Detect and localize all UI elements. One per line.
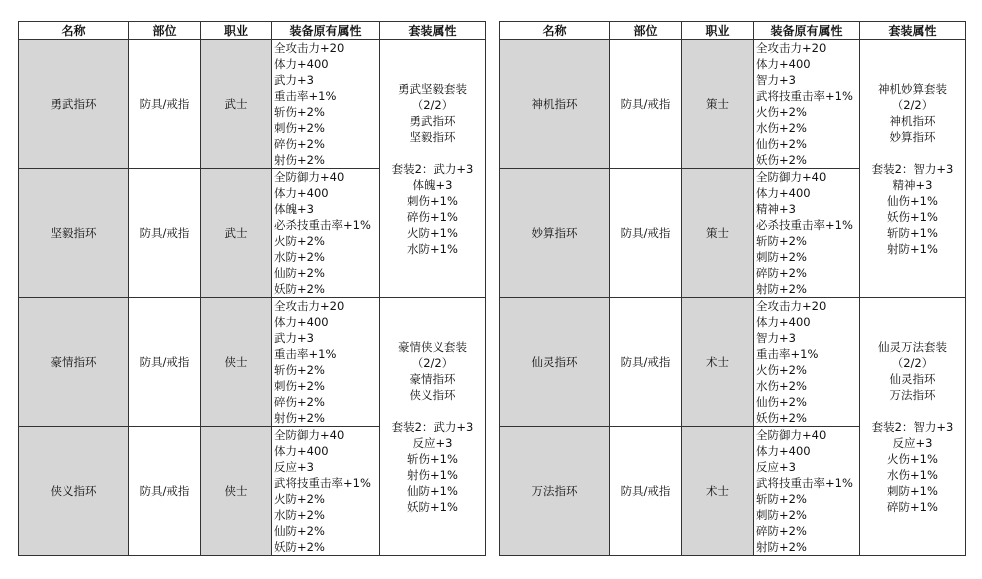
column-header: 职业 bbox=[682, 22, 754, 40]
item-slot: 防具/戒指 bbox=[610, 298, 682, 427]
attribute-line: 妖伤+2% bbox=[756, 411, 807, 425]
item-attributes bbox=[754, 427, 860, 556]
set-line: 碎防+1% bbox=[887, 499, 938, 514]
attribute-line: 体力+400 bbox=[274, 315, 329, 329]
column-header: 套装属性 bbox=[380, 22, 486, 40]
set-line: 套装2：智力+3 bbox=[871, 161, 954, 176]
column-header: 职业 bbox=[201, 22, 272, 40]
set-line: 妖伤+1% bbox=[887, 209, 938, 224]
attribute-line: 体力+400 bbox=[756, 57, 811, 71]
set-line: 勇武坚毅套装 bbox=[398, 81, 467, 96]
attribute-line: 全攻击力+20 bbox=[274, 41, 345, 55]
attribute-line: 全攻击力+20 bbox=[274, 299, 345, 313]
item-class: 策士 bbox=[682, 169, 754, 298]
attribute-line: 体魄+3 bbox=[274, 202, 314, 216]
set-line: 神机指环 bbox=[889, 113, 936, 128]
set-line: 套装2：智力+3 bbox=[871, 419, 954, 434]
attribute-line: 全防御力+40 bbox=[274, 170, 345, 184]
set-line: 精神+3 bbox=[892, 177, 933, 192]
attribute-line: 水伤+2% bbox=[756, 379, 807, 393]
set-line: 套装2：武力+3 bbox=[391, 161, 474, 176]
attribute-line: 反应+3 bbox=[756, 460, 796, 474]
item-name: 妙算指环 bbox=[500, 169, 610, 298]
item-name: 侠义指环 bbox=[19, 427, 129, 556]
attribute-line: 全防御力+40 bbox=[274, 428, 345, 442]
set-line: 斩伤+1% bbox=[407, 451, 458, 466]
set-line bbox=[380, 403, 485, 419]
attribute-line: 斩防+2% bbox=[756, 492, 807, 506]
item-name: 坚毅指环 bbox=[19, 169, 129, 298]
set-line bbox=[860, 403, 965, 419]
item-class: 术士 bbox=[682, 427, 754, 556]
attribute-line: 妖防+2% bbox=[274, 282, 325, 296]
column-header: 装备原有属性 bbox=[272, 22, 380, 40]
item-attributes bbox=[754, 40, 860, 169]
item-class: 侠士 bbox=[201, 427, 272, 556]
item-class: 侠士 bbox=[201, 298, 272, 427]
set-line: 水防+1% bbox=[407, 241, 458, 256]
table-row bbox=[500, 40, 966, 169]
item-slot: 防具/戒指 bbox=[610, 40, 682, 169]
item-slot: 防具/戒指 bbox=[610, 169, 682, 298]
attribute-line: 必杀技重击率+1% bbox=[274, 218, 371, 232]
attribute-line: 体力+400 bbox=[274, 57, 329, 71]
attribute-line: 武将技重击率+1% bbox=[756, 476, 853, 490]
attribute-line: 碎伤+2% bbox=[274, 137, 325, 151]
attribute-line: 全防御力+40 bbox=[756, 428, 827, 442]
set-line: 万法指环 bbox=[889, 387, 936, 402]
attribute-line: 武力+3 bbox=[274, 331, 314, 345]
item-slot: 防具/戒指 bbox=[610, 427, 682, 556]
set-line: 仙防+1% bbox=[407, 483, 458, 498]
left-equipment-table bbox=[18, 21, 486, 556]
attribute-line: 刺伤+2% bbox=[274, 379, 325, 393]
set-line: 豪情侠义套装 bbox=[398, 339, 467, 354]
right-equipment-table bbox=[499, 21, 966, 556]
set-attributes bbox=[380, 298, 486, 556]
set-attributes bbox=[380, 40, 486, 298]
attribute-line: 仙伤+2% bbox=[756, 395, 807, 409]
attribute-line: 火伤+2% bbox=[756, 105, 807, 119]
set-attributes bbox=[860, 298, 966, 556]
attribute-line: 武将技重击率+1% bbox=[756, 89, 853, 103]
set-attributes bbox=[860, 40, 966, 298]
set-line: 套装2：武力+3 bbox=[391, 419, 474, 434]
item-attributes bbox=[272, 40, 380, 169]
item-name: 万法指环 bbox=[500, 427, 610, 556]
attribute-line: 妖防+2% bbox=[274, 540, 325, 554]
attribute-line: 刺伤+2% bbox=[274, 121, 325, 135]
attribute-line: 重击率+1% bbox=[756, 347, 819, 361]
item-name: 神机指环 bbox=[500, 40, 610, 169]
set-line: 坚毅指环 bbox=[409, 129, 456, 144]
attribute-line: 妖伤+2% bbox=[756, 153, 807, 167]
item-slot: 防具/戒指 bbox=[129, 298, 201, 427]
set-line: 斩防+1% bbox=[887, 225, 938, 240]
attribute-line: 射伤+2% bbox=[274, 411, 325, 425]
item-slot: 防具/戒指 bbox=[129, 169, 201, 298]
item-class: 策士 bbox=[682, 40, 754, 169]
attribute-line: 武力+3 bbox=[274, 73, 314, 87]
attribute-line: 水防+2% bbox=[274, 508, 325, 522]
attribute-line: 必杀技重击率+1% bbox=[756, 218, 853, 232]
attribute-line: 体力+400 bbox=[756, 444, 811, 458]
set-line: 碎伤+1% bbox=[407, 209, 458, 224]
item-name: 勇武指环 bbox=[19, 40, 129, 169]
attribute-line: 体力+400 bbox=[756, 186, 811, 200]
attribute-line: 火伤+2% bbox=[756, 363, 807, 377]
attribute-line: 全防御力+40 bbox=[756, 170, 827, 184]
set-line: 妙算指环 bbox=[889, 129, 936, 144]
item-name: 仙灵指环 bbox=[500, 298, 610, 427]
item-attributes bbox=[754, 169, 860, 298]
column-header: 名称 bbox=[19, 22, 129, 40]
attribute-line: 智力+3 bbox=[756, 73, 796, 87]
attribute-line: 全攻击力+20 bbox=[756, 41, 827, 55]
item-class: 武士 bbox=[201, 169, 272, 298]
set-line: 仙灵指环 bbox=[889, 371, 936, 386]
attribute-line: 火防+2% bbox=[274, 234, 325, 248]
attribute-line: 体力+400 bbox=[274, 444, 329, 458]
attribute-line: 碎防+2% bbox=[756, 266, 807, 280]
set-line: （2/2） bbox=[891, 97, 934, 112]
attribute-line: 刺防+2% bbox=[756, 250, 807, 264]
item-class: 术士 bbox=[682, 298, 754, 427]
item-attributes bbox=[272, 298, 380, 427]
set-line: 体魄+3 bbox=[412, 177, 453, 192]
set-line: 神机妙算套装 bbox=[878, 81, 947, 96]
attribute-line: 射防+2% bbox=[756, 282, 807, 296]
table-row bbox=[19, 40, 486, 169]
set-line: 妖防+1% bbox=[407, 499, 458, 514]
table-row bbox=[19, 298, 486, 427]
set-line: 仙灵万法套装 bbox=[878, 339, 947, 354]
column-header: 装备原有属性 bbox=[754, 22, 860, 40]
attribute-line: 刺防+2% bbox=[756, 508, 807, 522]
set-line: 反应+3 bbox=[892, 435, 933, 450]
attribute-line: 重击率+1% bbox=[274, 89, 337, 103]
attribute-line: 精神+3 bbox=[756, 202, 796, 216]
table-row bbox=[500, 298, 966, 427]
set-line: 仙伤+1% bbox=[887, 193, 938, 208]
item-attributes bbox=[272, 169, 380, 298]
attribute-line: 武将技重击率+1% bbox=[274, 476, 371, 490]
set-line: 刺防+1% bbox=[887, 483, 938, 498]
attribute-line: 水防+2% bbox=[274, 250, 325, 264]
item-class: 武士 bbox=[201, 40, 272, 169]
item-attributes bbox=[754, 298, 860, 427]
column-header: 套装属性 bbox=[860, 22, 966, 40]
set-line: 反应+3 bbox=[412, 435, 453, 450]
set-line: 豪情指环 bbox=[409, 371, 456, 386]
attribute-line: 体力+400 bbox=[274, 186, 329, 200]
set-line: 水伤+1% bbox=[887, 467, 938, 482]
attribute-line: 仙防+2% bbox=[274, 524, 325, 538]
attribute-line: 全攻击力+20 bbox=[756, 299, 827, 313]
attribute-line: 斩防+2% bbox=[756, 234, 807, 248]
attribute-line: 斩伤+2% bbox=[274, 363, 325, 377]
set-line: 刺伤+1% bbox=[407, 193, 458, 208]
item-slot: 防具/戒指 bbox=[129, 40, 201, 169]
set-line: 火伤+1% bbox=[887, 451, 938, 466]
item-attributes bbox=[272, 427, 380, 556]
attribute-line: 仙防+2% bbox=[274, 266, 325, 280]
attribute-line: 射伤+2% bbox=[274, 153, 325, 167]
attribute-line: 重击率+1% bbox=[274, 347, 337, 361]
attribute-line: 碎防+2% bbox=[756, 524, 807, 538]
column-header: 名称 bbox=[500, 22, 610, 40]
attribute-line: 仙伤+2% bbox=[756, 137, 807, 151]
set-line: 勇武指环 bbox=[409, 113, 456, 128]
attribute-line: 斩伤+2% bbox=[274, 105, 325, 119]
set-line: 射防+1% bbox=[887, 241, 938, 256]
set-line: 侠义指环 bbox=[409, 387, 456, 402]
attribute-line: 火防+2% bbox=[274, 492, 325, 506]
attribute-line: 反应+3 bbox=[274, 460, 314, 474]
attribute-line: 射防+2% bbox=[756, 540, 807, 554]
set-line bbox=[380, 145, 485, 161]
set-line: （2/2） bbox=[411, 355, 454, 370]
set-line bbox=[860, 145, 965, 161]
set-line: （2/2） bbox=[411, 97, 454, 112]
attribute-line: 水伤+2% bbox=[756, 121, 807, 135]
set-line: （2/2） bbox=[891, 355, 934, 370]
column-header: 部位 bbox=[610, 22, 682, 40]
attribute-line: 体力+400 bbox=[756, 315, 811, 329]
item-name: 豪情指环 bbox=[19, 298, 129, 427]
item-slot: 防具/戒指 bbox=[129, 427, 201, 556]
set-line: 射伤+1% bbox=[407, 467, 458, 482]
set-line: 火防+1% bbox=[407, 225, 458, 240]
attribute-line: 智力+3 bbox=[756, 331, 796, 345]
attribute-line: 碎伤+2% bbox=[274, 395, 325, 409]
column-header: 部位 bbox=[129, 22, 201, 40]
